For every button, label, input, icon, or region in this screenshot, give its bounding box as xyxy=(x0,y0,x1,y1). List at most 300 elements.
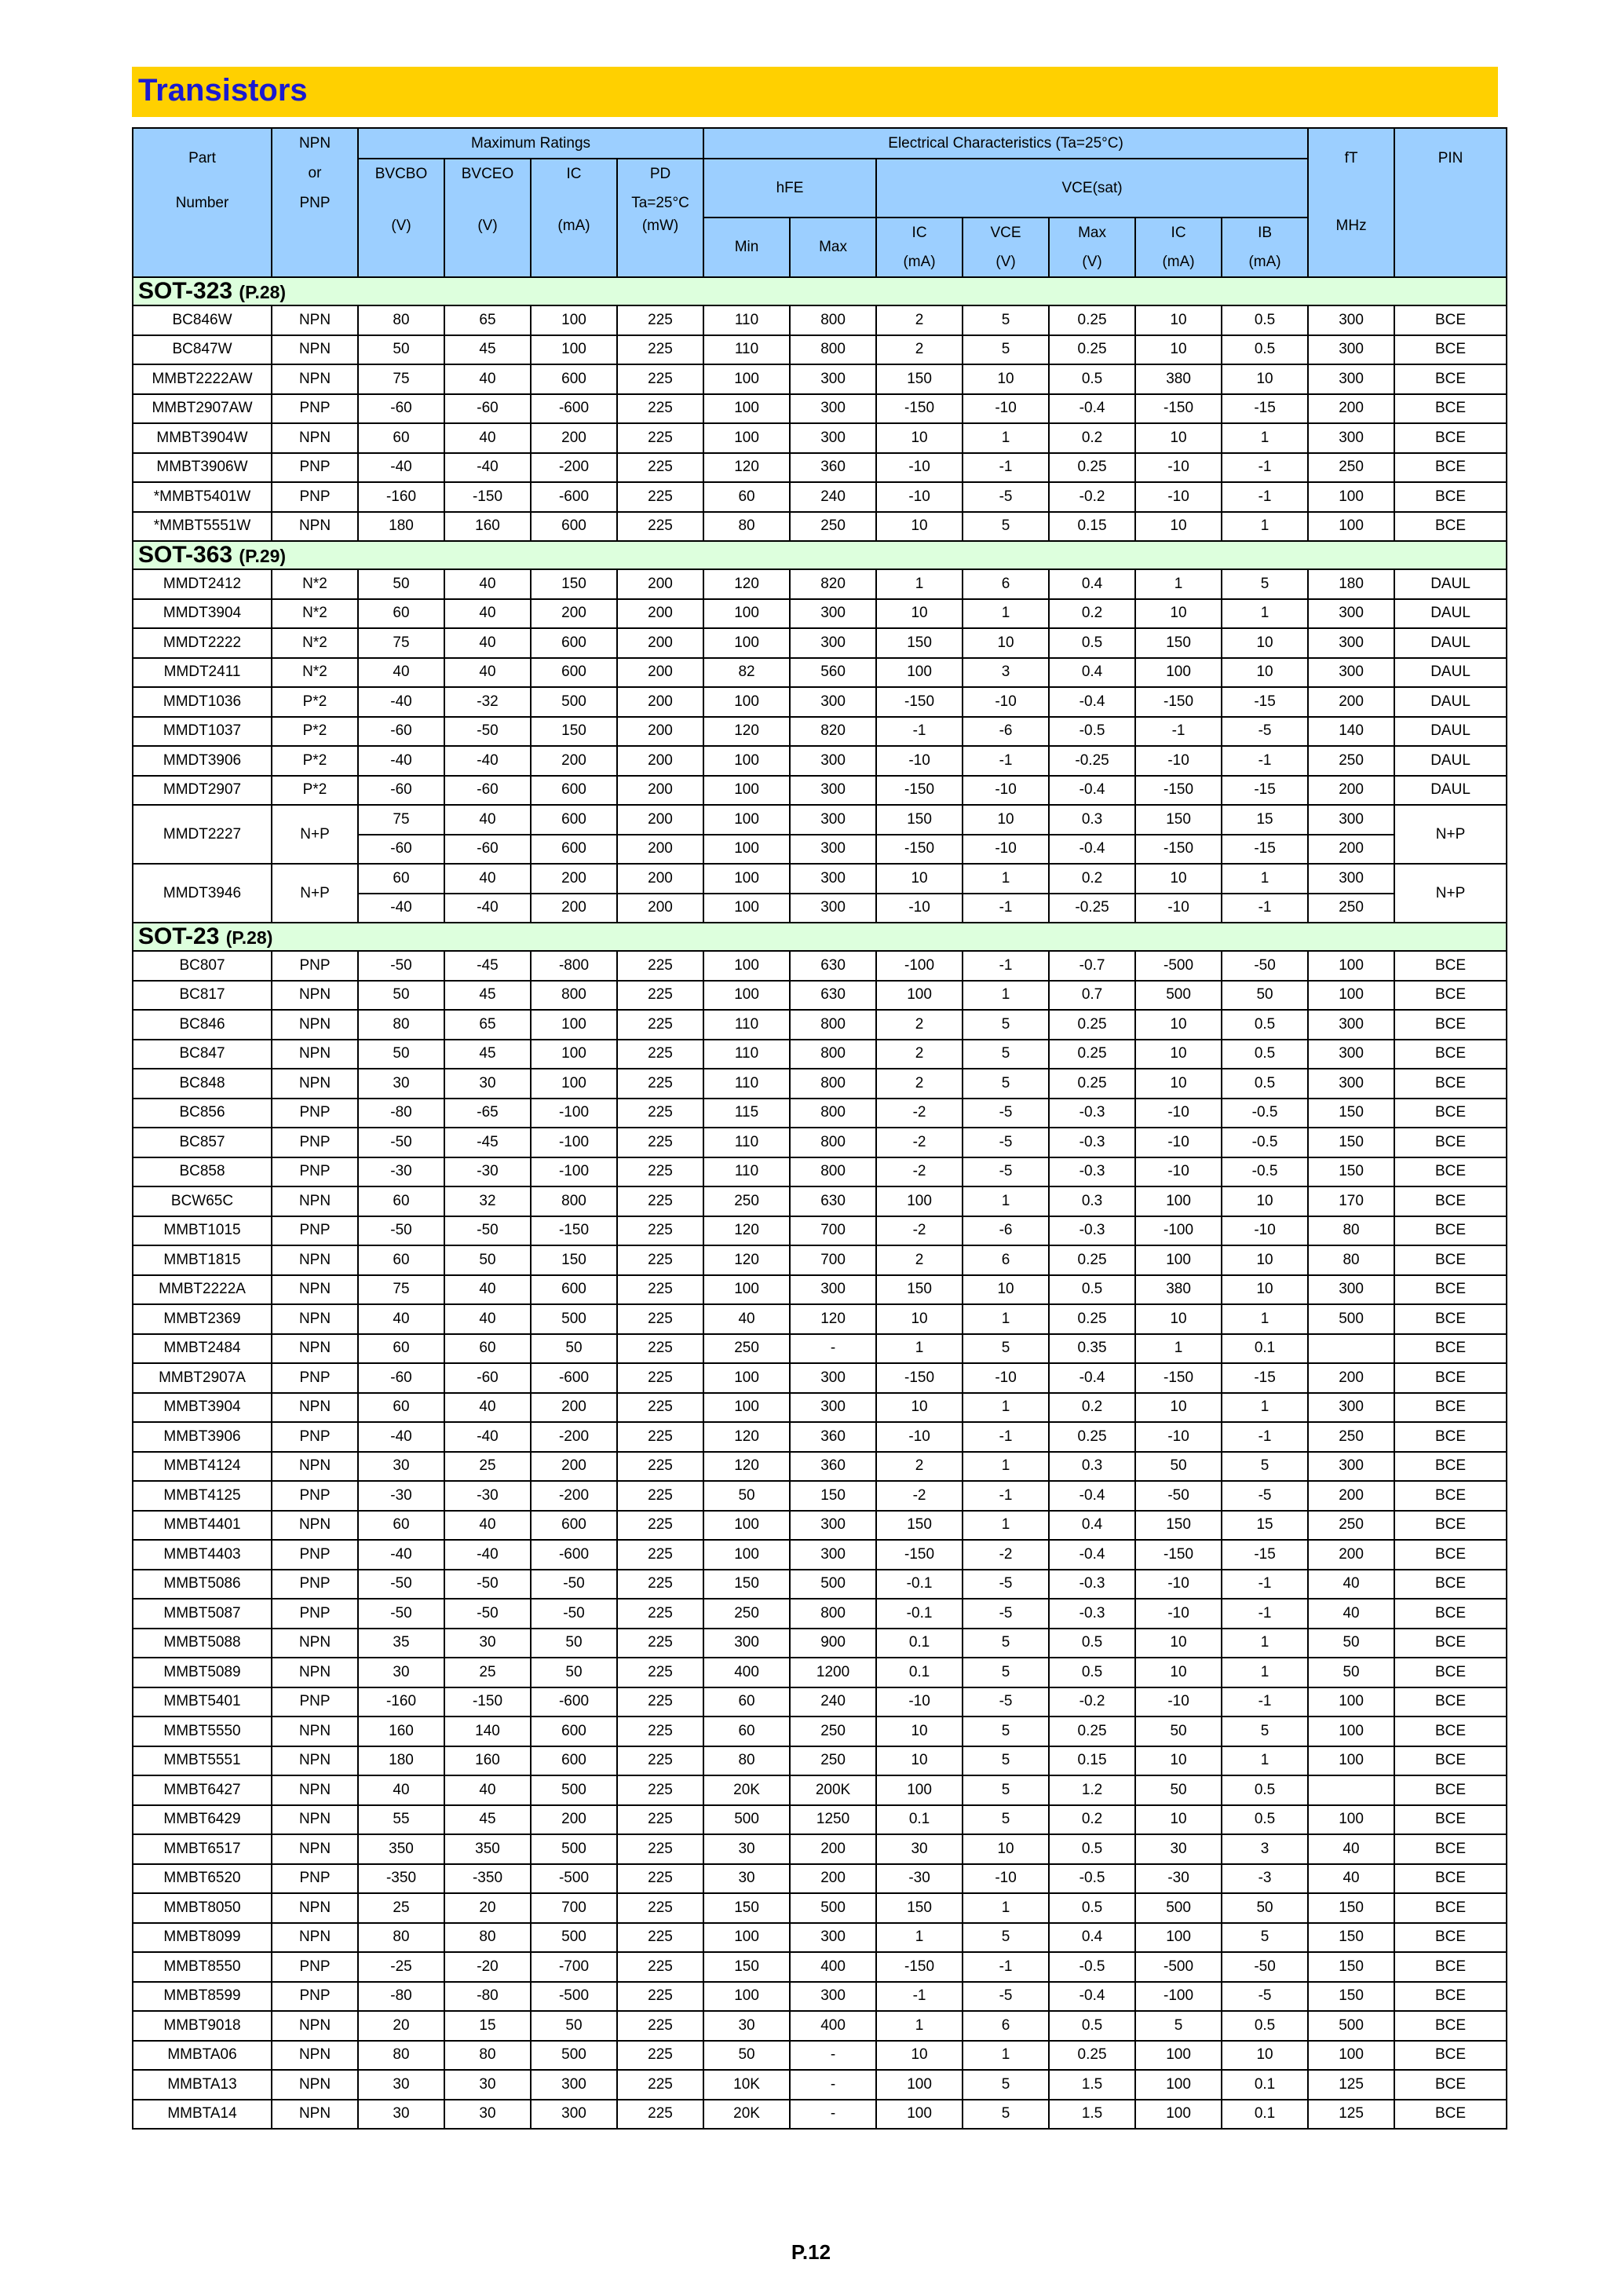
table-cell: 110 xyxy=(703,1010,790,1040)
table-cell: PNP xyxy=(272,453,358,483)
table-cell: 800 xyxy=(790,1099,876,1128)
pin-config: BCE xyxy=(1394,1746,1507,1776)
table-cell: 380 xyxy=(1135,1275,1222,1305)
table-cell: 225 xyxy=(617,1982,703,2012)
table-cell: 1 xyxy=(876,2011,963,2041)
table-row xyxy=(133,1275,1507,1305)
table-cell: 5 xyxy=(963,305,1049,335)
table-cell: -600 xyxy=(531,394,617,424)
table-cell: 0.25 xyxy=(1049,305,1135,335)
table-cell: N*2 xyxy=(272,599,358,629)
table-cell: 80 xyxy=(703,1746,790,1776)
header-npn: NPN xyxy=(272,128,358,159)
table-cell: -40 xyxy=(358,1422,444,1452)
table-cell: 100 xyxy=(1135,1186,1222,1216)
table-cell: -0.4 xyxy=(1049,687,1135,717)
table-cell: -100 xyxy=(1135,1216,1222,1246)
table-cell: -1 xyxy=(1222,894,1308,923)
table-cell: 5 xyxy=(963,1658,1049,1687)
table-cell: 100 xyxy=(1135,2041,1222,2071)
part-number: MMBT2222A xyxy=(133,1275,272,1305)
table-cell: 100 xyxy=(703,951,790,981)
pin-config: BCE xyxy=(1394,1452,1507,1482)
table-cell: -0.5 xyxy=(1049,1864,1135,1894)
table-cell: 225 xyxy=(617,1422,703,1452)
table-cell: 100 xyxy=(531,335,617,365)
table-cell: 40 xyxy=(1308,1834,1394,1864)
table-cell: 25 xyxy=(444,1658,531,1687)
table-cell: 200 xyxy=(531,1452,617,1482)
pin-config: BCE xyxy=(1394,1422,1507,1452)
table-cell: 200 xyxy=(1308,1481,1394,1511)
table-cell: 0.5 xyxy=(1049,1834,1135,1864)
table-cell: 250 xyxy=(1308,1511,1394,1541)
table-cell: -0.4 xyxy=(1049,394,1135,424)
pin-config: BCE xyxy=(1394,951,1507,981)
table-cell: 50 xyxy=(531,1629,617,1658)
part-number: MMBT6520 xyxy=(133,1864,272,1894)
table-cell: -100 xyxy=(876,951,963,981)
table-cell: 900 xyxy=(790,1629,876,1658)
table-cell: 225 xyxy=(617,1746,703,1776)
table-cell: 150 xyxy=(531,569,617,599)
table-cell: PNP xyxy=(272,394,358,424)
table-row xyxy=(133,364,1507,394)
table-cell: -45 xyxy=(444,951,531,981)
header-pin: PIN xyxy=(1394,128,1507,188)
table-cell: 10 xyxy=(1222,628,1308,658)
table-cell: 0.2 xyxy=(1049,1805,1135,1835)
table-cell: 40 xyxy=(1308,1570,1394,1600)
table-cell: 150 xyxy=(876,1893,963,1923)
table-cell: 1 xyxy=(963,1393,1049,1423)
table-cell: -150 xyxy=(876,394,963,424)
table-cell: PNP xyxy=(272,1422,358,1452)
table-cell: 300 xyxy=(1308,1069,1394,1099)
table-cell: -60 xyxy=(358,1363,444,1393)
table-row xyxy=(133,305,1507,335)
table-cell: -0.3 xyxy=(1049,1570,1135,1600)
table-cell: -6 xyxy=(963,1216,1049,1246)
table-cell: 300 xyxy=(1308,423,1394,453)
table-cell: 300 xyxy=(1308,1040,1394,1069)
table-cell: -30 xyxy=(1135,1864,1222,1894)
table-cell: NPN xyxy=(272,1186,358,1216)
table-cell: NPN xyxy=(272,1452,358,1482)
table-cell: -10 xyxy=(1135,453,1222,483)
table-cell: -0.3 xyxy=(1049,1216,1135,1246)
table-cell: -40 xyxy=(358,894,444,923)
part-number: MMBTA13 xyxy=(133,2070,272,2100)
table-cell: 50 xyxy=(358,335,444,365)
table-cell: 65 xyxy=(444,305,531,335)
table-cell: 30 xyxy=(358,1658,444,1687)
table-cell: 35 xyxy=(358,1629,444,1658)
table-cell: P*2 xyxy=(272,717,358,747)
header-vcesat-ic: IC xyxy=(1135,218,1222,247)
table-cell: 150 xyxy=(531,717,617,747)
table-cell: 10 xyxy=(1222,364,1308,394)
part-number: MMDT2907 xyxy=(133,776,272,806)
table-cell: 200 xyxy=(1308,1540,1394,1570)
table-cell: 0.3 xyxy=(1049,1452,1135,1482)
pin-config: BCE xyxy=(1394,1128,1507,1157)
table-row xyxy=(133,981,1507,1011)
table-cell: 600 xyxy=(531,658,617,688)
table-cell: 225 xyxy=(617,2041,703,2071)
table-cell: - xyxy=(790,2041,876,2071)
pin-config: DAUL xyxy=(1394,746,1507,776)
pin-config: BCE xyxy=(1394,1629,1507,1658)
table-cell: 225 xyxy=(617,1040,703,1069)
table-cell: -30 xyxy=(444,1157,531,1187)
table-cell: 820 xyxy=(790,569,876,599)
table-cell: 0.5 xyxy=(1222,1010,1308,1040)
table-cell: -60 xyxy=(444,1363,531,1393)
table-cell: -100 xyxy=(531,1099,617,1128)
table-cell: 10 xyxy=(876,423,963,453)
table-row xyxy=(133,687,1507,717)
table-cell: 0.5 xyxy=(1049,1893,1135,1923)
table-row xyxy=(133,1952,1507,1982)
table-cell: 100 xyxy=(1135,1245,1222,1275)
table-row xyxy=(133,1304,1507,1334)
table-cell: 15 xyxy=(1222,805,1308,835)
table-cell: 225 xyxy=(617,1952,703,1982)
table-cell: 110 xyxy=(703,1157,790,1187)
table-row xyxy=(133,1834,1507,1864)
table-cell: -700 xyxy=(531,1952,617,1982)
part-number: MMBT4403 xyxy=(133,1540,272,1570)
table-cell: 6 xyxy=(963,1245,1049,1275)
table-cell: 10 xyxy=(876,512,963,542)
table-cell: 110 xyxy=(703,335,790,365)
table-cell: 0.1 xyxy=(1222,1334,1308,1364)
table-cell: 300 xyxy=(1308,628,1394,658)
table-row xyxy=(133,1599,1507,1629)
table-cell: 0.25 xyxy=(1049,453,1135,483)
table-cell: 0.1 xyxy=(876,1658,963,1687)
table-cell: 300 xyxy=(790,1363,876,1393)
header-unit-vcesat-ic: (mA) xyxy=(1135,247,1222,277)
table-cell: 10 xyxy=(1135,599,1222,629)
table-row xyxy=(133,1658,1507,1687)
table-cell: -10 xyxy=(963,687,1049,717)
header-hfe-ic: IC xyxy=(876,218,963,247)
table-cell: 800 xyxy=(790,1599,876,1629)
header-pnp: PNP xyxy=(272,188,358,218)
table-cell: 1 xyxy=(876,569,963,599)
table-row xyxy=(133,1923,1507,1953)
table-cell: 80 xyxy=(1308,1245,1394,1275)
table-cell: 560 xyxy=(790,658,876,688)
table-cell: 100 xyxy=(703,1275,790,1305)
table-cell: 600 xyxy=(531,805,617,835)
table-cell: 100 xyxy=(1308,1687,1394,1717)
table-cell: -30 xyxy=(358,1481,444,1511)
table-cell: 200K xyxy=(790,1775,876,1805)
table-cell: 200 xyxy=(1308,687,1394,717)
table-cell: 10 xyxy=(1222,2041,1308,2071)
table-cell: 180 xyxy=(1308,569,1394,599)
table-cell: 300 xyxy=(531,2070,617,2100)
table-cell: 225 xyxy=(617,2011,703,2041)
table-cell: 75 xyxy=(358,628,444,658)
table-cell: -150 xyxy=(531,1216,617,1246)
table-cell: PNP xyxy=(272,1099,358,1128)
table-cell: 250 xyxy=(790,512,876,542)
part-number: MMBT2484 xyxy=(133,1334,272,1364)
table-cell: -3 xyxy=(1222,1864,1308,1894)
table-cell: 225 xyxy=(617,1452,703,1482)
table-cell: -10 xyxy=(876,894,963,923)
table-cell: 300 xyxy=(790,364,876,394)
pin-config: BCE xyxy=(1394,1040,1507,1069)
table-cell: 0.7 xyxy=(1049,981,1135,1011)
table-cell: -10 xyxy=(963,1363,1049,1393)
table-cell: 300 xyxy=(790,776,876,806)
table-row xyxy=(133,1393,1507,1423)
table-cell: 5 xyxy=(963,1923,1049,1953)
table-cell: 200 xyxy=(617,628,703,658)
table-cell: 45 xyxy=(444,981,531,1011)
part-number: MMDT3906 xyxy=(133,746,272,776)
table-cell: -1 xyxy=(1222,453,1308,483)
table-cell: -40 xyxy=(358,453,444,483)
table-row xyxy=(133,1511,1507,1541)
pin-config: BCE xyxy=(1394,1658,1507,1687)
table-cell: 10 xyxy=(876,599,963,629)
table-row xyxy=(133,2011,1507,2041)
pin-config: DAUL xyxy=(1394,687,1507,717)
table-cell: -50 xyxy=(1135,1481,1222,1511)
table-cell: 100 xyxy=(876,2070,963,2100)
table-cell: 40 xyxy=(444,364,531,394)
table-cell: 80 xyxy=(358,305,444,335)
table-cell: -5 xyxy=(963,1687,1049,1717)
table-cell: 110 xyxy=(703,1040,790,1069)
table-cell: -50 xyxy=(444,1599,531,1629)
table-cell: -10 xyxy=(876,746,963,776)
table-cell: 0.1 xyxy=(876,1629,963,1658)
table-cell: 225 xyxy=(617,1540,703,1570)
table-cell: 1 xyxy=(963,423,1049,453)
table-cell: 100 xyxy=(703,687,790,717)
pin-config: BCE xyxy=(1394,1099,1507,1128)
table-cell: PNP xyxy=(272,1687,358,1717)
table-header xyxy=(133,128,1507,277)
table-cell: 30 xyxy=(358,2070,444,2100)
table-cell: 225 xyxy=(617,1010,703,1040)
table-cell: 1 xyxy=(1222,423,1308,453)
table-cell: 5 xyxy=(963,1010,1049,1040)
table-cell: 820 xyxy=(790,717,876,747)
table-cell: 300 xyxy=(790,628,876,658)
table-row xyxy=(133,1629,1507,1658)
table-cell: -100 xyxy=(1135,1982,1222,2012)
part-number: MMBT3904W xyxy=(133,423,272,453)
table-row xyxy=(133,1540,1507,1570)
table-cell: 225 xyxy=(617,1245,703,1275)
pin-config: BCE xyxy=(1394,1511,1507,1541)
table-cell: 100 xyxy=(703,1363,790,1393)
table-cell: 110 xyxy=(703,305,790,335)
table-cell: 10 xyxy=(963,805,1049,835)
table-cell: 1 xyxy=(963,599,1049,629)
pin-config: DAUL xyxy=(1394,569,1507,599)
table-cell: 20K xyxy=(703,2100,790,2130)
table-cell: 1250 xyxy=(790,1805,876,1835)
part-number: MMBT4125 xyxy=(133,1481,272,1511)
table-cell: 0.5 xyxy=(1049,2011,1135,2041)
table-cell: 150 xyxy=(876,628,963,658)
pin-config: BCE xyxy=(1394,2011,1507,2041)
table-cell: 225 xyxy=(617,1069,703,1099)
table-cell: -60 xyxy=(358,394,444,424)
table-cell: 1 xyxy=(963,981,1049,1011)
part-number: MMBT8550 xyxy=(133,1952,272,1982)
table-cell: -15 xyxy=(1222,1363,1308,1393)
part-number: MMBT3906 xyxy=(133,1422,272,1452)
part-number: MMBT6427 xyxy=(133,1775,272,1805)
table-cell: -1 xyxy=(963,951,1049,981)
table-cell: 5 xyxy=(963,1629,1049,1658)
pin-config: BCE xyxy=(1394,1304,1507,1334)
table-cell: 100 xyxy=(531,1010,617,1040)
table-cell: 200 xyxy=(790,1864,876,1894)
table-cell: 150 xyxy=(1135,1511,1222,1541)
part-number: MMBT1815 xyxy=(133,1245,272,1275)
table-row xyxy=(133,1157,1507,1187)
table-cell: -1 xyxy=(876,717,963,747)
table-cell: 120 xyxy=(703,717,790,747)
table-cell: 150 xyxy=(876,805,963,835)
table-cell: 400 xyxy=(790,2011,876,2041)
table-cell: 400 xyxy=(703,1658,790,1687)
section-page: (P.29) xyxy=(239,546,287,566)
table-cell: NPN xyxy=(272,1511,358,1541)
table-cell: 600 xyxy=(531,1717,617,1746)
table-cell: 1 xyxy=(963,2041,1049,2071)
part-number: MMBT2369 xyxy=(133,1304,272,1334)
table-cell: -0.3 xyxy=(1049,1157,1135,1187)
header-vcesat-ib: IB xyxy=(1222,218,1308,247)
table-cell: PNP xyxy=(272,1570,358,1600)
table-cell: 150 xyxy=(1135,628,1222,658)
table-cell: 10 xyxy=(1135,1658,1222,1687)
table-row xyxy=(133,599,1507,629)
part-number: MMBT5087 xyxy=(133,1599,272,1629)
pin-config: BCE xyxy=(1394,1069,1507,1099)
table-cell: 30 xyxy=(703,2011,790,2041)
section-header xyxy=(133,923,1507,951)
table-cell: NPN xyxy=(272,1629,358,1658)
table-cell: -2 xyxy=(876,1481,963,1511)
table-row xyxy=(133,1099,1507,1128)
table-cell: 60 xyxy=(703,482,790,512)
pin-config: BCE xyxy=(1394,1570,1507,1600)
part-number: MMDT3946 xyxy=(133,864,272,923)
table-cell: 32 xyxy=(444,1186,531,1216)
table-cell: 20 xyxy=(358,2011,444,2041)
table-cell: -800 xyxy=(531,951,617,981)
table-cell: -10 xyxy=(1222,1216,1308,1246)
table-cell: 150 xyxy=(1308,1952,1394,1982)
table-cell: 30 xyxy=(358,1069,444,1099)
table-cell: -1 xyxy=(1222,1599,1308,1629)
table-cell: 100 xyxy=(876,2100,963,2130)
part-number: BC858 xyxy=(133,1157,272,1187)
part-number: *MMBT5401W xyxy=(133,482,272,512)
table-row xyxy=(133,1040,1507,1069)
table-cell: 100 xyxy=(876,1775,963,1805)
table-cell: 0.4 xyxy=(1049,1511,1135,1541)
table-cell: 10K xyxy=(703,2070,790,2100)
table-cell: 500 xyxy=(531,1775,617,1805)
table-cell: -0.25 xyxy=(1049,894,1135,923)
table-row xyxy=(133,1186,1507,1216)
header-unit-mw: (mW) xyxy=(617,218,703,277)
table-cell: 1 xyxy=(1222,1629,1308,1658)
table-cell: -50 xyxy=(444,1570,531,1600)
header-hfe-min: Min xyxy=(703,218,790,277)
pin-config: BCE xyxy=(1394,1481,1507,1511)
table-cell: 200 xyxy=(531,1805,617,1835)
table-cell: 50 xyxy=(703,1481,790,1511)
table-cell xyxy=(1308,1775,1394,1805)
table-cell: -0.5 xyxy=(1049,1952,1135,1982)
table-cell: 300 xyxy=(790,1923,876,1953)
table-cell: -60 xyxy=(358,835,444,865)
table-cell: P*2 xyxy=(272,746,358,776)
table-cell: -10 xyxy=(876,453,963,483)
table-cell: 40 xyxy=(444,628,531,658)
table-cell: 500 xyxy=(790,1570,876,1600)
table-cell: 225 xyxy=(617,1393,703,1423)
header-pd: PD xyxy=(617,159,703,188)
table-cell: NPN xyxy=(272,1334,358,1364)
table-cell: 80 xyxy=(358,1010,444,1040)
table-cell: -0.4 xyxy=(1049,1540,1135,1570)
table-row xyxy=(133,2100,1507,2130)
table-cell: -60 xyxy=(444,835,531,865)
table-cell: 225 xyxy=(617,1304,703,1334)
table-cell: -1 xyxy=(963,1481,1049,1511)
table-cell: 0.25 xyxy=(1049,1010,1135,1040)
table-cell: 100 xyxy=(703,835,790,865)
table-cell: 50 xyxy=(1135,1717,1222,1746)
table-cell: -500 xyxy=(1135,951,1222,981)
table-cell: 45 xyxy=(444,1805,531,1835)
part-number: MMBT1015 xyxy=(133,1216,272,1246)
table-cell: 0.5 xyxy=(1222,1805,1308,1835)
table-cell: -5 xyxy=(963,1570,1049,1600)
table-cell: -80 xyxy=(358,1982,444,2012)
table-cell: NPN xyxy=(272,1010,358,1040)
table-cell: 40 xyxy=(358,1775,444,1805)
table-cell: -50 xyxy=(358,1570,444,1600)
table-cell: 630 xyxy=(790,951,876,981)
page-title: Transistors xyxy=(138,73,308,108)
table-cell: -5 xyxy=(963,482,1049,512)
table-cell: 10 xyxy=(1135,864,1222,894)
table-cell: 800 xyxy=(790,335,876,365)
section-page: (P.28) xyxy=(239,282,287,302)
table-cell: -0.2 xyxy=(1049,482,1135,512)
table-cell: 200 xyxy=(617,687,703,717)
table-cell: 125 xyxy=(1308,2070,1394,2100)
table-cell: 225 xyxy=(617,1658,703,1687)
